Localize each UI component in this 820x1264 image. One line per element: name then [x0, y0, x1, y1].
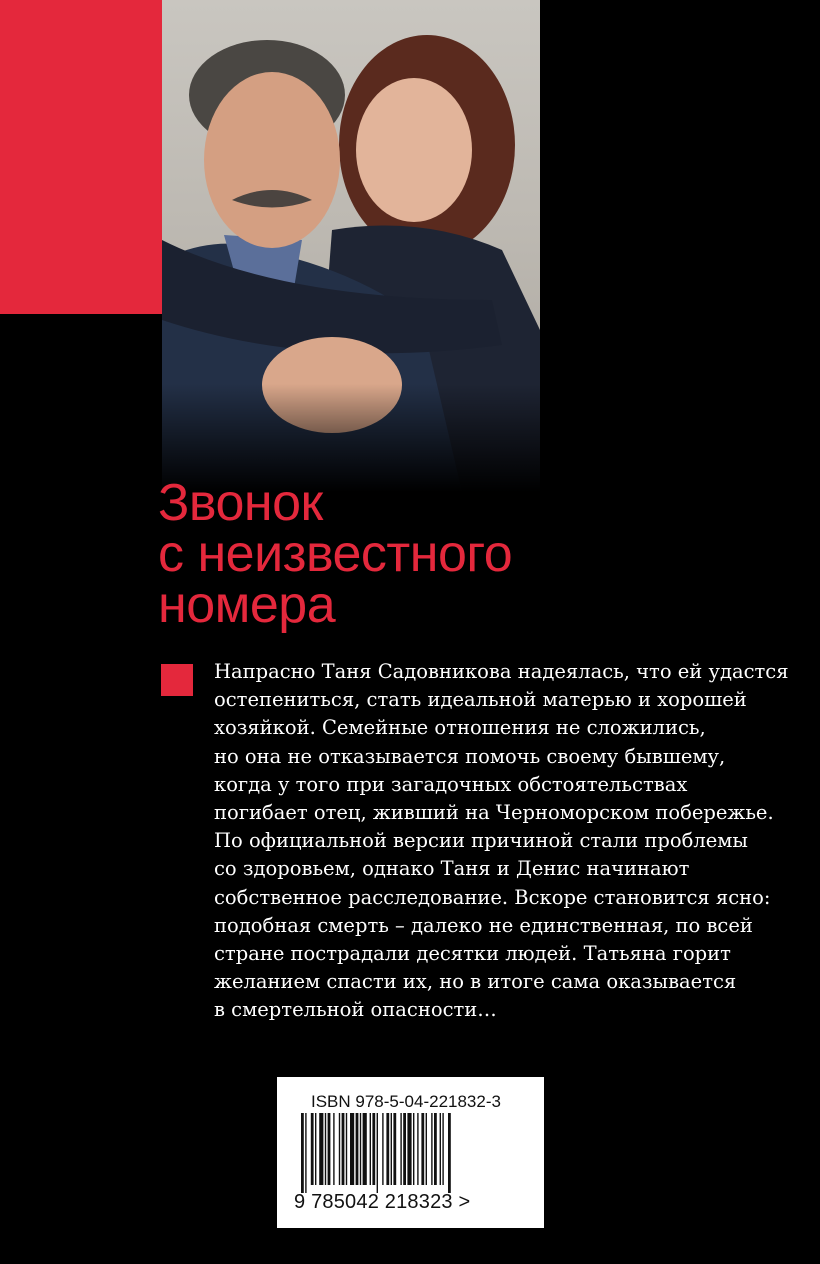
blurb-line: подобная смерть – далеко не единственная, по всей — [214, 913, 753, 937]
author-photo — [162, 0, 540, 492]
barcode-bar — [434, 1113, 437, 1185]
barcode-bar — [393, 1113, 396, 1185]
barcode-bar — [370, 1113, 371, 1185]
blurb-text — [214, 658, 789, 1025]
book-title — [158, 474, 513, 634]
barcode-bar — [301, 1113, 304, 1193]
blurb-line: со здоровьем, однако Таня и Денис начинают — [214, 857, 690, 881]
blurb-line: но она не отказывается помочь своему бывшему, — [214, 744, 726, 768]
barcode-bar — [328, 1113, 331, 1185]
red-accent-block — [0, 0, 162, 314]
author-photo-illustration — [162, 0, 540, 492]
barcode-bar — [319, 1113, 323, 1185]
barcode-bar — [426, 1113, 427, 1185]
barcode-bar — [339, 1113, 340, 1185]
isbn-label: ISBN 978-5-04-221832-3 — [311, 1092, 501, 1111]
blurb-line: Напрасно Таня Садовникова надеялась, что ей удастся — [214, 660, 789, 683]
barcode-bar — [333, 1113, 334, 1185]
blurb-line: остепениться, стать идеальной матерью и хорошей — [214, 688, 747, 712]
barcode-bar — [377, 1113, 378, 1193]
barcode-bar — [342, 1113, 345, 1185]
book-title-line-2: с неизвестного — [158, 525, 513, 583]
blurb-line: По официальной версии причиной стали проблемы — [214, 829, 748, 853]
blurb-line: собственное расследование. Вскоре становится ясно: — [214, 885, 771, 909]
blurb-line: стране пострадали десятки людей. Татьяна горит — [214, 942, 731, 966]
barcode-bar — [407, 1113, 411, 1185]
barcode-bar — [325, 1113, 326, 1185]
barcode-bars — [301, 1113, 523, 1193]
isbn-barcode-box — [277, 1077, 544, 1228]
barcode-bar — [372, 1113, 375, 1185]
barcode-bar — [448, 1113, 451, 1193]
blurb-line: хозяйкой. Семейные отношения не сложились, — [214, 716, 706, 740]
book-title-line-1: Звонок — [158, 474, 323, 532]
barcode-bar — [391, 1113, 392, 1185]
barcode-bar — [431, 1113, 432, 1185]
blurb-line: погибает отец, живший на Черноморском побережье. — [214, 801, 774, 825]
barcode-bar — [421, 1113, 424, 1185]
book-title-line-3: номера — [158, 576, 336, 634]
barcode-bar — [400, 1113, 401, 1185]
barcode-digits: 9 785042 218323 > — [294, 1191, 471, 1213]
blurb-line: в смертельной опасности… — [214, 998, 497, 1022]
barcode-bar — [417, 1113, 418, 1185]
blurb-line: когда у того при загадочных обстоятельствах — [214, 772, 688, 796]
barcode-bar — [386, 1113, 389, 1185]
red-square-bullet — [161, 664, 193, 696]
barcode-bar — [442, 1113, 443, 1185]
barcode-bar — [363, 1113, 367, 1185]
blurb-line: желанием спасти их, но в итоге сама оказывается — [214, 970, 737, 994]
barcode-bar — [356, 1113, 359, 1185]
barcode-bar — [346, 1113, 347, 1185]
barcode-bar — [413, 1113, 414, 1185]
barcode-bar — [305, 1113, 306, 1193]
barcode-bar — [315, 1113, 316, 1185]
barcode-bar — [350, 1113, 354, 1185]
barcode-bar — [403, 1113, 406, 1185]
barcode-bar — [360, 1113, 361, 1185]
barcode-bar — [382, 1113, 383, 1185]
barcode-bar — [440, 1113, 441, 1185]
barcode-bar — [311, 1113, 314, 1185]
